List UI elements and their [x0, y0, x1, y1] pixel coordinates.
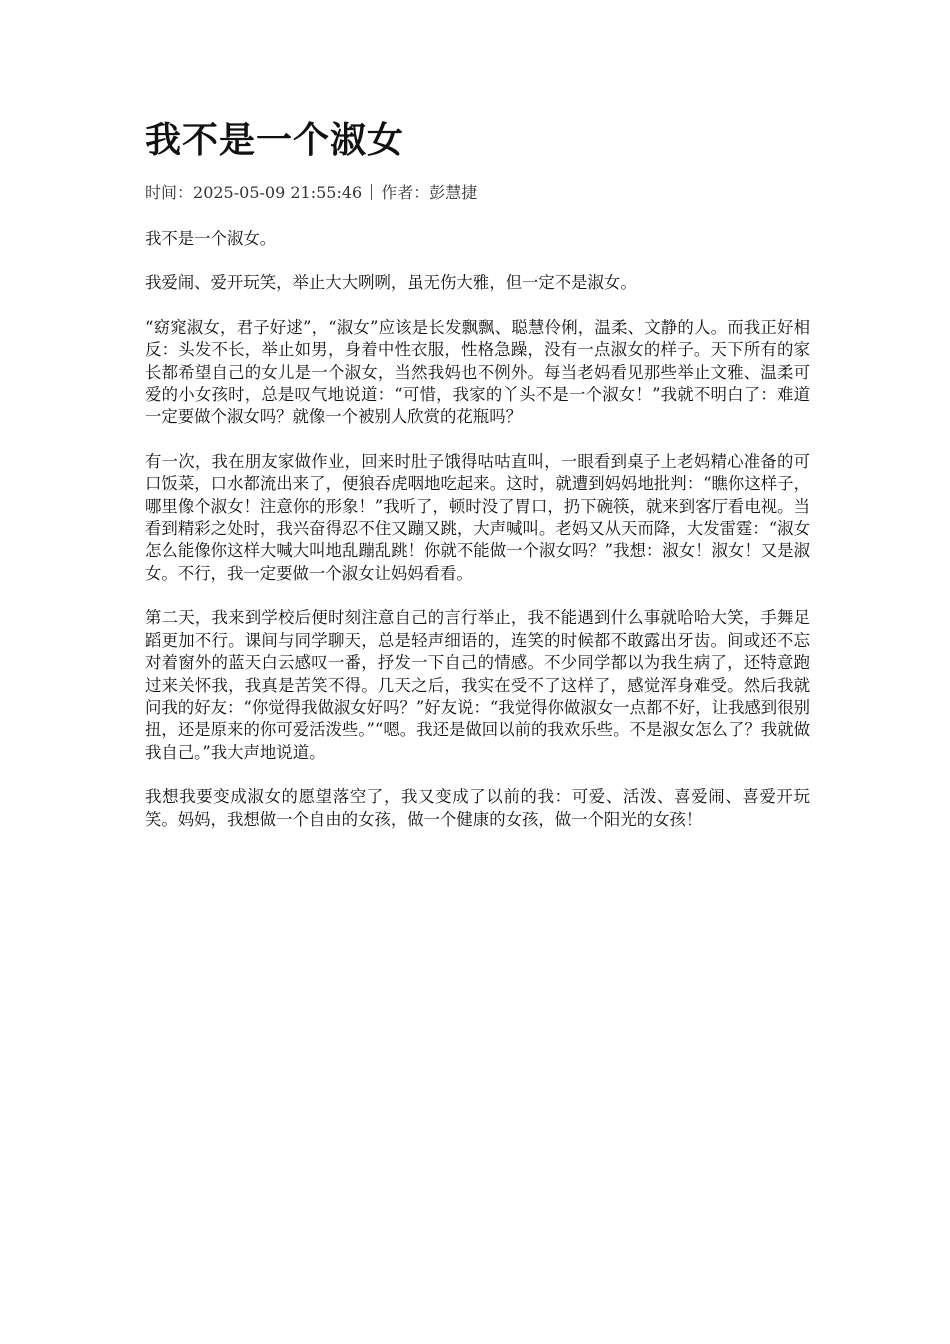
meta-divider	[371, 184, 372, 200]
body-paragraph: 我想我要变成淑女的愿望落空了，我又变成了以前的我：可爱、活泼、喜爱闹、喜爱开玩笑。妈妈，我想做一个自由的女孩，做一个健康的女孩，做一个阳光的女孩！	[145, 787, 810, 829]
body-paragraph: “窈窕淑女，君子好逑”，“淑女”应该是长发飘飘、聪慧伶俐，温柔、文静的人。而我正好相反：头发不长，举止如男，身着中性衣服，性格急躁，没有一点淑女的样子。天下所有的家长都希望自己的女儿是一个淑女，当然我妈也不例外。每当老妈看见那些举止文雅、温柔可爱的小女孩时，总是叹气地说道：“可惜，我家的丫头不是一个淑女！”我就不明白了：难道一定要做个淑女吗？就像一个被别人欣赏的花瓶吗？	[145, 317, 810, 427]
body-paragraph: 第二天，我来到学校后便时刻注意自己的言行举止，我不能遇到什么事就哈哈大笑，手舞足蹈更加不行。课间与同学聊天，总是轻声细语的，连笑的时候都不敢露出牙齿。间或还不忘对着窗外的蓝天白云感叹一番，抒发一下自己的情感。不少同学都以为我生病了，还特意跑过来关怀我，我真是苦笑不得。几天之后，我实在受不了这样了，感觉浑身难受。然后我就问我的好友：“你觉得我做淑女好吗？”好友说：“我觉得你做淑女一点都不好，让我感到很别扭，还是原来的你可爱活泼些。”“嗯。我还是做回以前的我欢乐些。不是淑女怎么了？我就做我自己。”我大声地说道。	[145, 608, 810, 762]
body-paragraph: 有一次，我在朋友家做作业，回来时肚子饿得咕咕直叫，一眼看到桌子上老妈精心准备的可口饭菜，口水都流出来了，便狼吞虎咽地吃起来。这时，就遭到妈妈地批判：“瞧你这样子，哪里像个淑女！注意你的形象！”我听了，顿时没了胃口，扔下碗筷，就来到客厅看电视。当看到精彩之处时，我兴奋得忍不住又蹦又跳，大声喊叫。老妈又从天而降，大发雷霆：“淑女怎么能像你这样大喊大叫地乱蹦乱跳！你就不能做一个淑女吗？”我想：淑女！淑女！又是淑女。不行，我一定要做一个淑女让妈妈看看。	[145, 451, 810, 583]
article	[145, 118, 810, 853]
article-body	[145, 228, 810, 831]
author-label: 作者：	[381, 183, 430, 202]
article-title: 我不是一个淑女	[145, 119, 405, 161]
body-paragraph: 我不是一个淑女。	[145, 229, 277, 248]
body-paragraph: 我爱闹、爱开玩笑，举止大大咧咧，虽无伤大雅，但一定不是淑女。	[145, 273, 637, 293]
time-label: 时间：	[145, 183, 194, 202]
article-meta	[145, 182, 810, 204]
author-value: 彭慧捷	[429, 183, 478, 202]
time-value: 2025-05-09 21:55:46	[193, 183, 363, 202]
